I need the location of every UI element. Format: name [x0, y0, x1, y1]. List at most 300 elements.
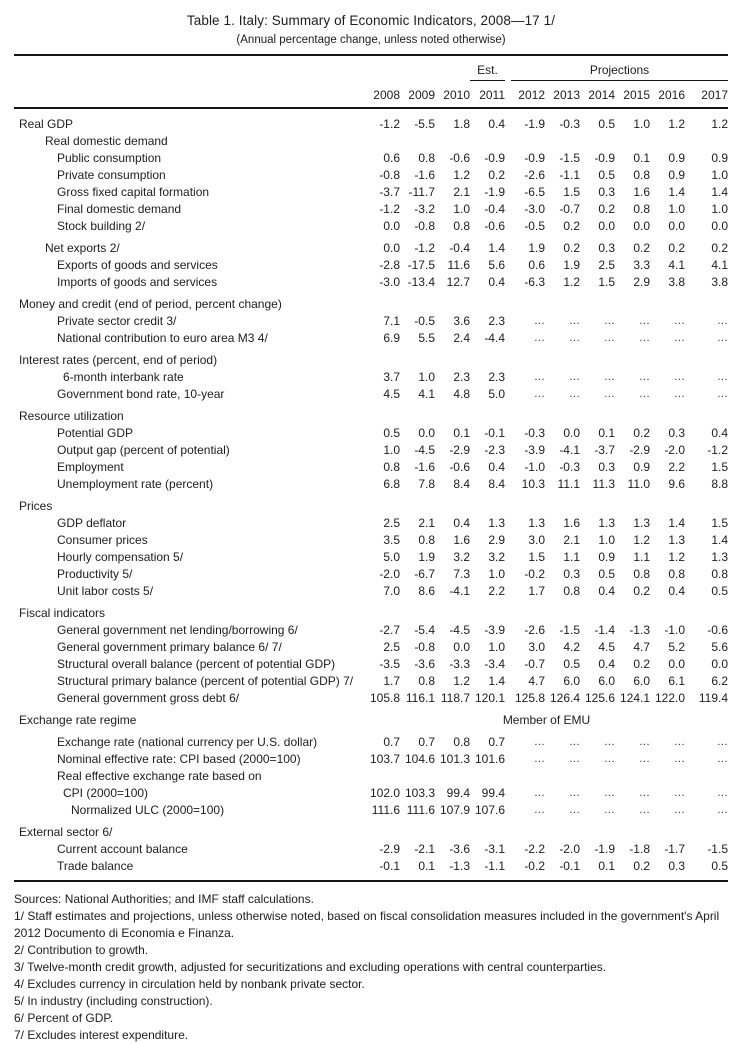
value-cell: 125.6	[584, 690, 615, 705]
year-header: 2013	[553, 88, 580, 102]
value-cell: 4.5	[383, 386, 400, 401]
value-cell: -1.4	[594, 622, 615, 637]
value-cell: -1.8	[629, 841, 650, 856]
value-cell: ...	[717, 331, 728, 344]
value-cell: 5.6	[711, 639, 728, 654]
value-cell: -0.2	[524, 858, 545, 873]
value-cell: 3.5	[383, 532, 400, 547]
table-row	[14, 166, 728, 183]
value-cell: 9.6	[668, 476, 685, 491]
value-cell: 0.0	[633, 218, 650, 233]
value-cell: 1.2	[668, 549, 685, 564]
value-cell: -17.5	[407, 257, 435, 272]
value-cell: 1.0	[633, 116, 650, 131]
value-cell: 2.3	[488, 313, 505, 328]
value-cell: 3.0	[528, 532, 545, 547]
value-cell: 6.1	[668, 673, 685, 688]
year-header: 2011	[479, 88, 505, 102]
value-cell: -0.5	[524, 218, 545, 233]
table-row	[14, 256, 728, 273]
value-cell: 6.0	[563, 673, 580, 688]
table-row	[14, 183, 728, 200]
value-cell: 0.8	[633, 566, 650, 581]
row-label: Nominal effective rate: CPI based (2000=100)	[57, 751, 301, 766]
footnote: 7/ Excludes interest expenditure.	[14, 1028, 189, 1042]
value-cell: -3.9	[524, 442, 545, 457]
table-row	[14, 711, 728, 728]
value-cell: 3.0	[528, 639, 545, 654]
year-row	[14, 81, 728, 107]
value-cell: 4.1	[711, 257, 728, 272]
row-label: Consumer prices	[57, 532, 148, 547]
table-row	[14, 368, 728, 385]
value-cell: 1.4	[488, 240, 505, 255]
value-cell: 4.5	[598, 639, 615, 654]
value-cell: 0.2	[633, 240, 650, 255]
value-cell: 0.2	[668, 240, 685, 255]
value-cell: 4.8	[453, 386, 470, 401]
footnote: 6/ Percent of GDP.	[14, 1011, 114, 1025]
value-cell: 103.3	[404, 785, 435, 800]
value-cell: 1.3	[488, 515, 505, 530]
value-cell: -1.0	[664, 622, 685, 637]
value-cell: 0.0	[711, 218, 728, 233]
value-cell: -2.9	[629, 442, 650, 457]
value-cell: -4.5	[414, 442, 435, 457]
table-row	[14, 385, 728, 402]
row-label: 6-month interbank rate	[63, 369, 184, 384]
row-label: Gross fixed capital formation	[57, 184, 210, 199]
value-cell: 1.2	[711, 116, 728, 131]
value-cell: 125.8	[514, 690, 545, 705]
value-cell: 6.2	[711, 673, 728, 688]
value-cell: 0.8	[633, 167, 650, 182]
value-cell: 1.0	[383, 442, 400, 457]
value-cell: -0.8	[379, 167, 400, 182]
value-cell: -3.7	[594, 442, 615, 457]
value-cell: 0.5	[598, 167, 615, 182]
row-label: Resource utilization	[19, 408, 124, 423]
value-cell: 1.9	[418, 549, 435, 564]
value-cell: -1.2	[414, 240, 435, 255]
footnote: 4/ Excludes currency in circulation held by nonbank private sector.	[14, 977, 365, 991]
value-cell: -0.6	[449, 459, 470, 474]
value-cell: -0.4	[449, 240, 470, 255]
value-cell: -1.2	[707, 442, 728, 457]
row-label: External sector 6/	[19, 824, 113, 839]
value-cell: -1.5	[559, 622, 580, 637]
value-cell: 122.0	[654, 690, 685, 705]
value-cell: 2.3	[453, 369, 470, 384]
table-row	[14, 424, 728, 441]
section-row	[14, 497, 728, 514]
table-row	[14, 733, 728, 750]
value-cell: 1.0	[453, 201, 470, 216]
value-cell: -1.2	[379, 201, 400, 216]
value-cell: 1.3	[711, 549, 728, 564]
value-cell: ...	[534, 752, 545, 765]
value-cell: ...	[534, 735, 545, 748]
value-cell: 3.3	[633, 257, 650, 272]
row-label: Normalized ULC (2000=100)	[71, 802, 225, 817]
value-cell: 4.7	[633, 639, 650, 654]
table-row	[14, 582, 728, 599]
value-cell: -1.5	[559, 150, 580, 165]
section-row	[14, 351, 728, 368]
value-cell: 4.1	[418, 386, 435, 401]
row-label: General government gross debt 6/	[57, 690, 240, 705]
value-cell: 1.5	[528, 549, 545, 564]
value-cell: ...	[639, 387, 650, 400]
value-cell: ...	[534, 314, 545, 327]
value-cell: ...	[569, 786, 580, 799]
value-cell: 111.6	[406, 802, 435, 817]
value-cell: ...	[674, 752, 685, 765]
table-row	[14, 149, 728, 166]
value-cell: 0.2	[633, 583, 650, 598]
value-cell: 3.2	[488, 549, 505, 564]
value-cell: 8.4	[453, 476, 470, 491]
value-cell: -2.0	[559, 841, 580, 856]
value-cell: -1.9	[484, 184, 505, 199]
table-row	[14, 458, 728, 475]
value-cell: -1.3	[629, 622, 650, 637]
value-cell: 6.0	[598, 673, 615, 688]
value-cell: -3.2	[414, 201, 435, 216]
table-row	[14, 784, 728, 801]
value-cell: -0.3	[559, 116, 580, 131]
value-cell: 1.1	[633, 549, 650, 564]
value-cell: ...	[569, 803, 580, 816]
value-cell: 1.4	[668, 184, 685, 199]
value-cell: 1.7	[528, 583, 545, 598]
table-row	[14, 857, 728, 874]
value-cell: 1.2	[633, 532, 650, 547]
value-cell: 0.2	[488, 167, 505, 182]
value-cell: ...	[534, 331, 545, 344]
value-cell: -0.1	[559, 858, 580, 873]
table-row	[14, 750, 728, 767]
value-cell: 1.0	[418, 369, 435, 384]
value-cell: 0.3	[563, 566, 580, 581]
value-cell: ...	[569, 735, 580, 748]
table-row	[14, 273, 728, 290]
value-cell: 1.9	[563, 257, 580, 272]
section-row	[14, 823, 728, 840]
value-cell: 3.8	[668, 274, 685, 289]
section-row	[14, 407, 728, 424]
value-cell: ...	[569, 752, 580, 765]
value-cell: 4.7	[528, 673, 545, 688]
value-cell: 1.5	[711, 515, 728, 530]
value-cell: 0.5	[598, 116, 615, 131]
value-cell: 1.6	[453, 532, 470, 547]
value-cell: -1.2	[379, 116, 400, 131]
value-cell: 1.4	[711, 184, 728, 199]
row-label: Output gap (percent of potential)	[57, 442, 230, 457]
value-cell: ...	[604, 314, 615, 327]
value-cell: 0.4	[488, 459, 505, 474]
value-cell: -2.6	[524, 622, 545, 637]
value-cell: 1.7	[383, 673, 400, 688]
value-cell: -3.6	[414, 656, 435, 671]
value-cell: -1.5	[707, 841, 728, 856]
value-cell: ...	[674, 331, 685, 344]
value-cell: 7.0	[383, 583, 400, 598]
value-cell: ...	[639, 786, 650, 799]
value-cell: -2.3	[484, 442, 505, 457]
value-cell: ...	[639, 331, 650, 344]
value-cell: ...	[569, 314, 580, 327]
value-cell: 2.9	[488, 532, 505, 547]
value-cell: -2.9	[379, 841, 400, 856]
row-label: Government bond rate, 10-year	[57, 386, 225, 401]
value-cell: -2.9	[449, 442, 470, 457]
value-cell: ...	[569, 370, 580, 383]
value-cell: -0.7	[559, 201, 580, 216]
value-cell: -0.8	[414, 218, 435, 233]
value-cell: 2.9	[633, 274, 650, 289]
value-cell: 0.7	[488, 734, 505, 749]
row-label: Stock building 2/	[57, 218, 146, 233]
value-cell: 0.4	[488, 274, 505, 289]
value-cell: 1.5	[711, 459, 728, 474]
value-cell: -0.5	[414, 313, 435, 328]
page-subtitle: (Annual percentage change, unless noted otherwise)	[236, 34, 506, 46]
value-cell: 1.2	[453, 673, 470, 688]
value-cell: 2.5	[383, 639, 400, 654]
value-cell: -0.1	[379, 858, 400, 873]
value-cell: ...	[534, 786, 545, 799]
value-cell: -0.6	[449, 150, 470, 165]
value-cell: 0.8	[453, 218, 470, 233]
value-cell: 1.4	[488, 673, 505, 688]
value-cell: 10.3	[521, 476, 545, 491]
value-cell: 5.6	[488, 257, 505, 272]
value-cell: 99.4	[446, 785, 470, 800]
value-cell: 7.3	[453, 566, 470, 581]
row-label: Imports of goods and services	[57, 274, 218, 289]
value-cell: 1.4	[711, 532, 728, 547]
value-cell: 3.2	[453, 549, 470, 564]
value-cell: 105.8	[369, 690, 400, 705]
year-header: 2015	[623, 88, 650, 102]
row-label: Productivity 5/	[57, 566, 133, 581]
value-cell: -3.1	[484, 841, 505, 856]
row-label: Real GDP	[19, 116, 74, 131]
value-cell: -2.7	[379, 622, 400, 637]
value-cell: 5.5	[418, 330, 435, 345]
value-cell: 0.5	[563, 656, 580, 671]
value-cell: 6.9	[383, 330, 400, 345]
value-cell: -6.3	[524, 274, 545, 289]
value-cell: 120.1	[474, 690, 505, 705]
value-cell: 0.4	[488, 116, 505, 131]
value-cell: 124.1	[619, 690, 650, 705]
value-cell: ...	[639, 370, 650, 383]
value-cell: 1.3	[668, 532, 685, 547]
value-cell: 0.1	[453, 425, 470, 440]
value-cell: 0.2	[563, 218, 580, 233]
value-cell: 6.8	[383, 476, 400, 491]
value-cell: 11.6	[447, 257, 470, 272]
value-cell: 0.8	[453, 734, 470, 749]
value-cell: -3.7	[379, 184, 400, 199]
value-cell: 1.9	[528, 240, 545, 255]
value-cell: -11.7	[408, 184, 435, 199]
page-title: Table 1. Italy: Summary of Economic Indicators, 2008—17 1/	[186, 13, 556, 28]
value-cell: 4.2	[563, 639, 580, 654]
value-cell: 0.8	[668, 566, 685, 581]
row-label: Structural overall balance (percent of potential GDP)	[57, 656, 336, 671]
value-cell: -1.0	[524, 459, 545, 474]
value-cell: -0.1	[484, 425, 505, 440]
value-cell: ...	[639, 752, 650, 765]
row-label: Structural primary balance (percent of potential GDP) 7/	[57, 673, 354, 688]
value-cell: ...	[674, 803, 685, 816]
value-cell: 0.2	[711, 240, 728, 255]
value-cell: -13.4	[407, 274, 435, 289]
value-cell: ...	[534, 803, 545, 816]
value-cell: 0.4	[598, 656, 615, 671]
footnote: 1/ Staff estimates and projections, unless otherwise noted, based on fiscal consolidation measures included in the government's April 2012 Documento di Economia e Finanza.	[14, 909, 720, 940]
value-cell: -1.3	[449, 858, 470, 873]
table-row	[14, 548, 728, 565]
value-cell: 0.3	[668, 858, 685, 873]
table-body	[14, 109, 728, 880]
value-cell: -1.1	[484, 858, 505, 873]
row-label: Exchange rate (national currency per U.S. dollar)	[57, 734, 318, 749]
value-cell: ...	[717, 314, 728, 327]
value-cell: 0.5	[711, 583, 728, 598]
table-row	[14, 655, 728, 672]
table-row	[14, 475, 728, 492]
row-label: Net exports 2/	[45, 240, 120, 255]
value-cell: ...	[569, 387, 580, 400]
table-row	[14, 801, 728, 818]
row-label: Interest rates (percent, end of period)	[19, 352, 218, 367]
value-cell: 2.1	[453, 184, 470, 199]
value-cell: 116.1	[405, 690, 435, 705]
value-cell: 0.9	[668, 150, 685, 165]
value-cell: ...	[674, 735, 685, 748]
value-cell: -1.6	[414, 459, 435, 474]
value-cell: 0.7	[383, 734, 400, 749]
value-cell: 0.8	[563, 583, 580, 598]
row-label: National contribution to euro area M3 4/	[57, 330, 268, 345]
value-cell: 8.8	[711, 476, 728, 491]
row-label: Employment	[57, 459, 124, 474]
value-cell: 3.7	[383, 369, 400, 384]
value-cell: -0.6	[707, 622, 728, 637]
value-cell: ...	[717, 786, 728, 799]
value-cell: 0.3	[598, 459, 615, 474]
value-cell: ...	[569, 331, 580, 344]
value-cell: 107.6	[474, 802, 505, 817]
value-cell: 1.0	[488, 639, 505, 654]
value-cell: ...	[674, 786, 685, 799]
value-cell: -4.4	[484, 330, 505, 345]
value-cell: 8.6	[418, 583, 435, 598]
value-cell: ...	[604, 370, 615, 383]
value-cell: 0.4	[598, 583, 615, 598]
value-cell: 0.0	[598, 218, 615, 233]
value-cell: -3.0	[524, 201, 545, 216]
value-cell: 1.2	[563, 274, 580, 289]
footnote: 5/ In industry (including construction).	[14, 994, 213, 1008]
value-cell: 0.8	[383, 459, 400, 474]
row-label: Prices	[19, 498, 53, 513]
value-cell: 0.0	[711, 656, 728, 671]
footnotes	[14, 891, 728, 1044]
value-cell: ...	[604, 331, 615, 344]
value-cell: 0.2	[598, 201, 615, 216]
row-label: Unemployment rate (percent)	[57, 476, 214, 491]
emu-note: Member of EMU	[502, 712, 591, 727]
year-header: 2008	[373, 88, 400, 102]
value-cell: ...	[604, 735, 615, 748]
value-cell: ...	[604, 752, 615, 765]
value-cell: 1.5	[598, 274, 615, 289]
value-cell: 2.5	[383, 515, 400, 530]
value-cell: -0.7	[524, 656, 545, 671]
value-cell: -0.9	[524, 150, 545, 165]
row-label: Unit labor costs 5/	[57, 583, 154, 598]
value-cell: 103.7	[369, 751, 400, 766]
value-cell: 0.4	[453, 515, 470, 530]
table-row	[14, 531, 728, 548]
value-cell: 1.6	[633, 184, 650, 199]
value-cell: 1.2	[453, 167, 470, 182]
bottom-divider	[14, 880, 728, 882]
table-row	[14, 200, 728, 217]
value-cell: 1.0	[711, 201, 728, 216]
table-row	[14, 115, 728, 132]
value-cell: 2.2	[488, 583, 505, 598]
projections-column-group: Projections	[511, 63, 728, 81]
table-row	[14, 514, 728, 531]
value-cell: 102.0	[369, 785, 400, 800]
value-cell: ...	[639, 803, 650, 816]
value-cell: -4.1	[559, 442, 580, 457]
value-cell: 1.3	[528, 515, 545, 530]
value-cell: -3.5	[379, 656, 400, 671]
value-cell: -2.2	[524, 841, 545, 856]
value-cell: ...	[639, 314, 650, 327]
year-header: 2012	[518, 88, 545, 102]
value-cell: 1.0	[488, 566, 505, 581]
table-row	[14, 767, 728, 784]
value-cell: -2.8	[379, 257, 400, 272]
value-cell: ...	[604, 786, 615, 799]
value-cell: 0.8	[418, 673, 435, 688]
row-label: GDP deflator	[57, 515, 127, 530]
value-cell: 1.3	[598, 515, 615, 530]
footnote: 2/ Contribution to growth.	[14, 943, 149, 957]
row-label: Fiscal indicators	[19, 605, 106, 620]
value-cell: 1.6	[563, 515, 580, 530]
value-cell: 2.2	[668, 459, 685, 474]
value-cell: 0.4	[668, 583, 685, 598]
value-cell: 0.0	[668, 656, 685, 671]
year-header: 2009	[408, 88, 435, 102]
value-cell: -2.6	[524, 167, 545, 182]
value-cell: 0.0	[563, 425, 580, 440]
row-label: Hourly compensation 5/	[57, 549, 184, 564]
value-cell: 1.1	[563, 549, 580, 564]
value-cell: -0.2	[524, 566, 545, 581]
value-cell: 0.1	[633, 150, 650, 165]
